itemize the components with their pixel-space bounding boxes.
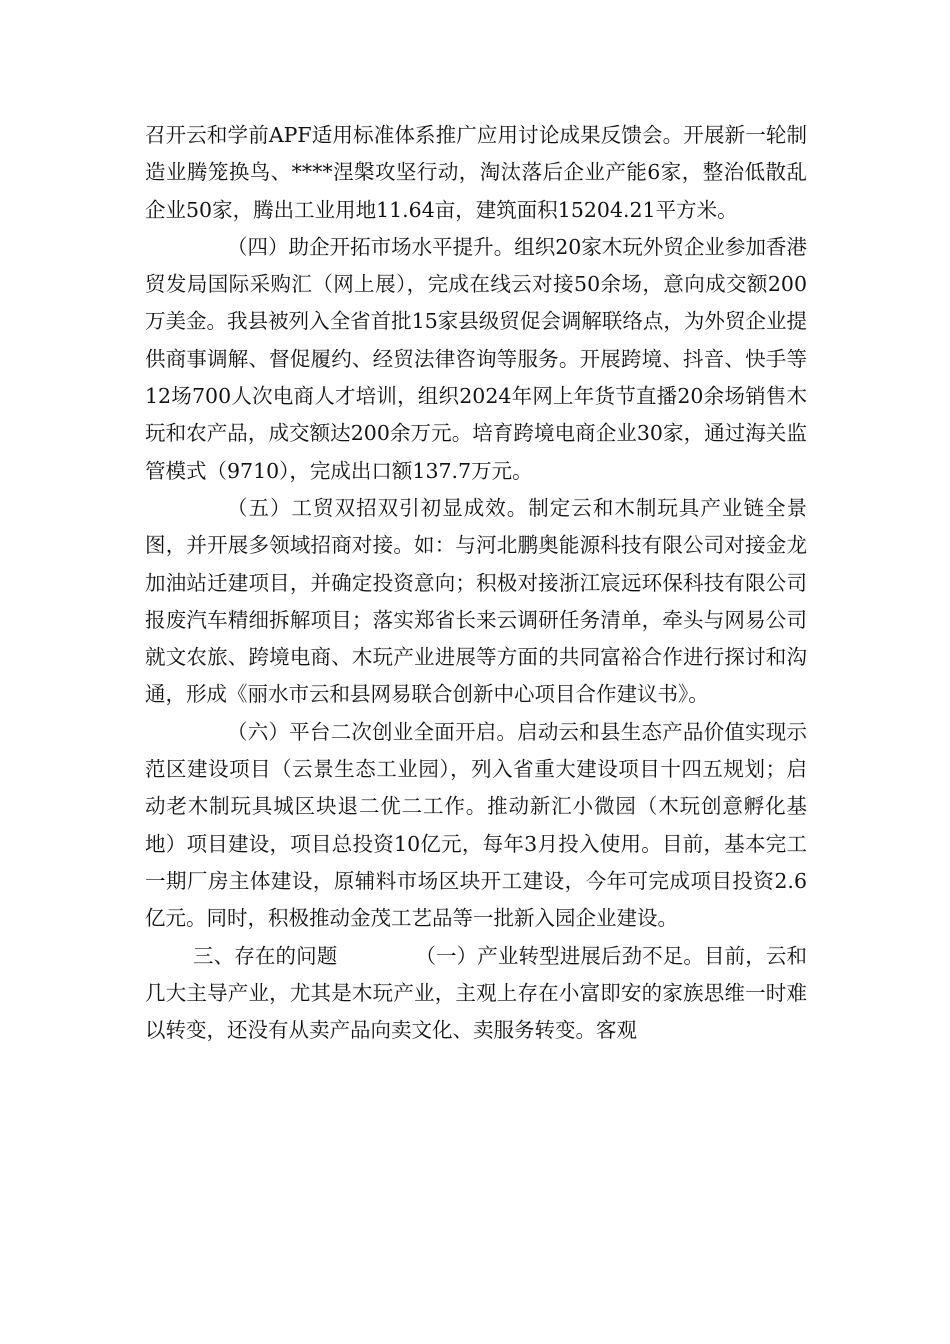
paragraph-investment-attraction: （五）工贸双招双引初显成效。制定云和木制玩具产业链全景图，并开展多领域招商对接。如：与河北鹏奥能源科技有限公司对接金龙加油站迁建项目，并确定投资意向；积极对接浙江宸远环保科技有限公司报废汽车精细拆解项目；落实郑省长来云调研任务清单，牵头与网易公司就文农旅、跨境电商、木玩产业进展等方面的共同富裕合作进行探讨和沟通，形成《丽水市云和县网易联合创新中心项目合作建议书》。 <box>145 495 807 707</box>
paragraph-market-expansion: （四）助企开拓市场水平提升。组织20家木玩外贸企业参加香港贸发局国际采购汇（网上展），完成在线云对接50余场，意向成交额200万美金。我县被列入全省首批15家县级贸促会调解联络点，为外贸企业提供商事调解、督促履约、经贸法律咨询等服务。开展跨境、抖音、快手等12场700人次电商人才培训，组织2024年网上年货节直播20余场销售木玩和农产品，成交额达200余万元。培育跨境电商企业30家，通过海关监管模式（9710），完成出口额137.7万元。 <box>145 234 807 483</box>
paragraph-industry-upgrade: 召开云和学前APF适用标准体系推广应用讨论成果反馈会。开展新一轮制造业腾笼换鸟、****涅槃攻坚行动，淘汰落后企业产能6家，整治低散乱企业50家，腾出工业用地11.64亩，建筑面积15204.21平方米。 <box>145 123 807 222</box>
section-heading-problems: 三、存在的问题 <box>193 943 338 968</box>
document-page <box>145 117 807 1049</box>
paragraph-platform-startup: （六）平台二次创业全面开启。启动云和县生态产品价值实现示范区建设项目（云景生态工业园），列入省重大建设项目十四五规划；启动老木制玩具城区块退二优二工作。推动新汇小微园（木玩创意孵化基地）项目建设，项目总投资10亿元，每年3月投入使用。目前，基本完工一期厂房主体建设，原辅料市场区块开工建设，今年可完成项目投资2.6亿元。同时，积极推动金茂工艺品等一批新入园企业建设。 <box>145 719 807 931</box>
problem-one-text: （一）产业转型进展后劲不足。目前，云和几大主导产业，尤其是木玩产业，主观上存在小富即安的家族思维一时难以转变，还没有从卖产品向卖文化、卖服务转变。客观 <box>145 943 808 1043</box>
paragraph-existing-problems <box>145 938 807 1050</box>
